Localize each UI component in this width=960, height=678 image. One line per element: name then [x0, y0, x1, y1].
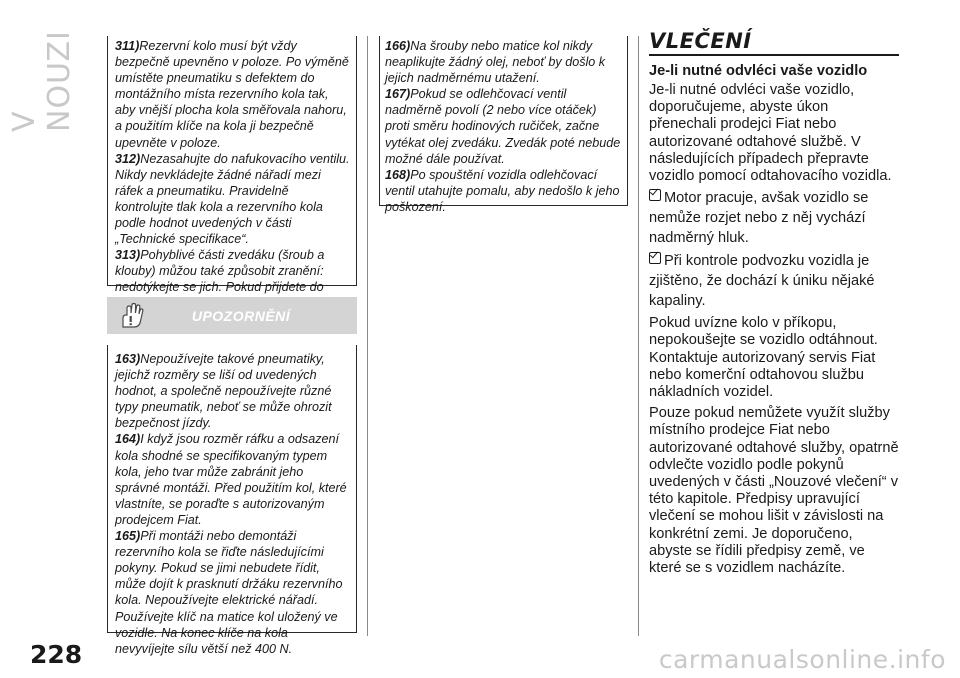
checkbox-bullet-icon [649, 189, 661, 201]
subheading: Je-li nutné odvléci vaše vozidlo [649, 63, 868, 79]
note-number: 311) [115, 39, 140, 53]
note-paragraph [115, 528, 350, 657]
column-divider [638, 36, 639, 636]
bullet-item [649, 188, 899, 248]
caution-notes-box [107, 36, 357, 295]
warning-title: UPOZORNĚNÍ [191, 307, 291, 324]
section-title: V NOUZI [7, 30, 77, 132]
note-number: 167) [385, 87, 411, 102]
note-number: 165) [115, 529, 141, 544]
watermark-text: carmanualsonline.info [658, 645, 946, 674]
note-text: Rezervní kolo musí být vždy bezpečně upevněno v poloze. Po výměně umístěte pneumatiku s defektem do montážního místa rezervního kola tak, aby vnější plocha kola směřovala nahoru, a použitím klíče na kola ji bezpečně upevněte v poloze. [115, 39, 349, 150]
body-paragraph: Pouze pokud nemůžete využít služby místního prodejce Fiat nebo autorizované odtahové služby, opatrně odvlečte vozidlo podle pokynů uvedených v části „Nouzové vlečení“ v této kapitole. Předpisy upravující vlečení se mohou lišit v závislosti na konkrétní zemi. Je doporučeno, abyste se řídili předpisy země, ve které se s vozidlem nacházíte. [649, 405, 899, 577]
page-number: 228 [30, 640, 83, 669]
note-text: Po spouštění vozidla odlehčovací ventil utahujte pomalu, aby nedošlo k jeho poškození. [385, 167, 620, 214]
note-number: 312) [115, 151, 141, 166]
heading-rule [649, 54, 899, 56]
hand-warning-icon [117, 301, 147, 331]
bullet-item [649, 251, 899, 311]
note-paragraph [385, 86, 623, 166]
body-paragraph: Pokud uvízne kolo v příkopu, nepokoušejte se vozidlo odtáhnout. Kontaktuje autorizovaný servis Fiat nebo komerční odtahovou službu nákladních vozidel. [649, 315, 878, 401]
note-paragraph [115, 431, 350, 528]
bullet-text: Při kontrole podvozku vozidla je zjištěno, že dochází k úniku nějaké kapaliny. [649, 253, 875, 310]
note-number: 313) [115, 248, 141, 263]
note-text: Nezasahujte do nafukovacího ventilu. Nikdy nevkládejte žádné nářadí mezi ráfek a pneumatiku. Pravidelně kontrolujte tlak kola a rezervního kola podle hodnot uvedených v části „Technické specifikace“. [115, 151, 350, 247]
note-text: Na šrouby nebo matice kol nikdy neaplikujte žádný olej, neboť by došlo k jejich nadměrnému utažení. [385, 39, 606, 86]
note-text: Při montáži nebo demontáži rezervního kola se řiďte následujícími pokyny. Pokud se jimi nebudete řídit, může dojít k prasknutí držáku rezervního kola. Nepoužívejte elektrické nářadí. Používejte klíč na matice kol uložený ve vozidle. Na konec klíče na kola nevyvíjejte sílu větší než 400 N. [115, 529, 343, 656]
towing-section [649, 30, 899, 577]
note-paragraph [115, 351, 350, 431]
column-divider [367, 36, 368, 636]
warning-header [107, 297, 357, 334]
section-heading: VLEČENÍ [649, 29, 752, 53]
section-tab [7, 22, 77, 132]
bullet-text: Motor pracuje, avšak vozidlo se nemůže rozjet nebo z něj vychází nadměrný hluk. [649, 190, 869, 247]
note-text: Pokud se odlehčovací ventil nadměrně povolí (2 nebo více otáček) proti směru hodinových ručiček, začne vytékat olej zvedáku. Zvedák poté nebude možné dále používat. [385, 87, 621, 166]
note-paragraph [385, 167, 623, 215]
note-text: I když jsou rozměr ráfku a odsazení kola shodné se specifikovaným typem kola, jeho tvar může zabránit jeho správné montáži. Před použitím kol, které vlastníte, se poraďte s autorizovaným prodejcem Fiat. [115, 432, 347, 527]
note-number: 168) [385, 167, 411, 182]
warning-notes-box [107, 345, 357, 656]
note-number: 163) [115, 352, 141, 366]
note-text: Pohyblivé části zvedáku (šroub a klouby) můžou také způsobit zranění: nedotýkejte se jich. Pokud přijdete do [115, 248, 325, 295]
checkbox-bullet-icon [649, 252, 661, 264]
note-paragraph [115, 38, 350, 151]
note-text: Nepoužívejte takové pneumatiky, jejichž rozměry se liší od uvedených hodnot, a společně nepoužívejte různé typy pneumatik, neboť se může ohrozit bezpečnost jízdy. [115, 352, 332, 431]
note-paragraph [115, 151, 350, 248]
note-number: 164) [115, 432, 141, 447]
note-number: 166) [385, 39, 411, 53]
warning-notes-box-continued [379, 36, 628, 214]
note-paragraph [385, 38, 623, 86]
intro-paragraph: Je-li nutné odvléci vaše vozidlo, doporučujeme, abyste úkon přenechali prodejci Fiat nebo autorizované odtahové službě. V následujících případech přepravte vozidlo pomocí odtahovacího vozidla. [649, 82, 892, 185]
